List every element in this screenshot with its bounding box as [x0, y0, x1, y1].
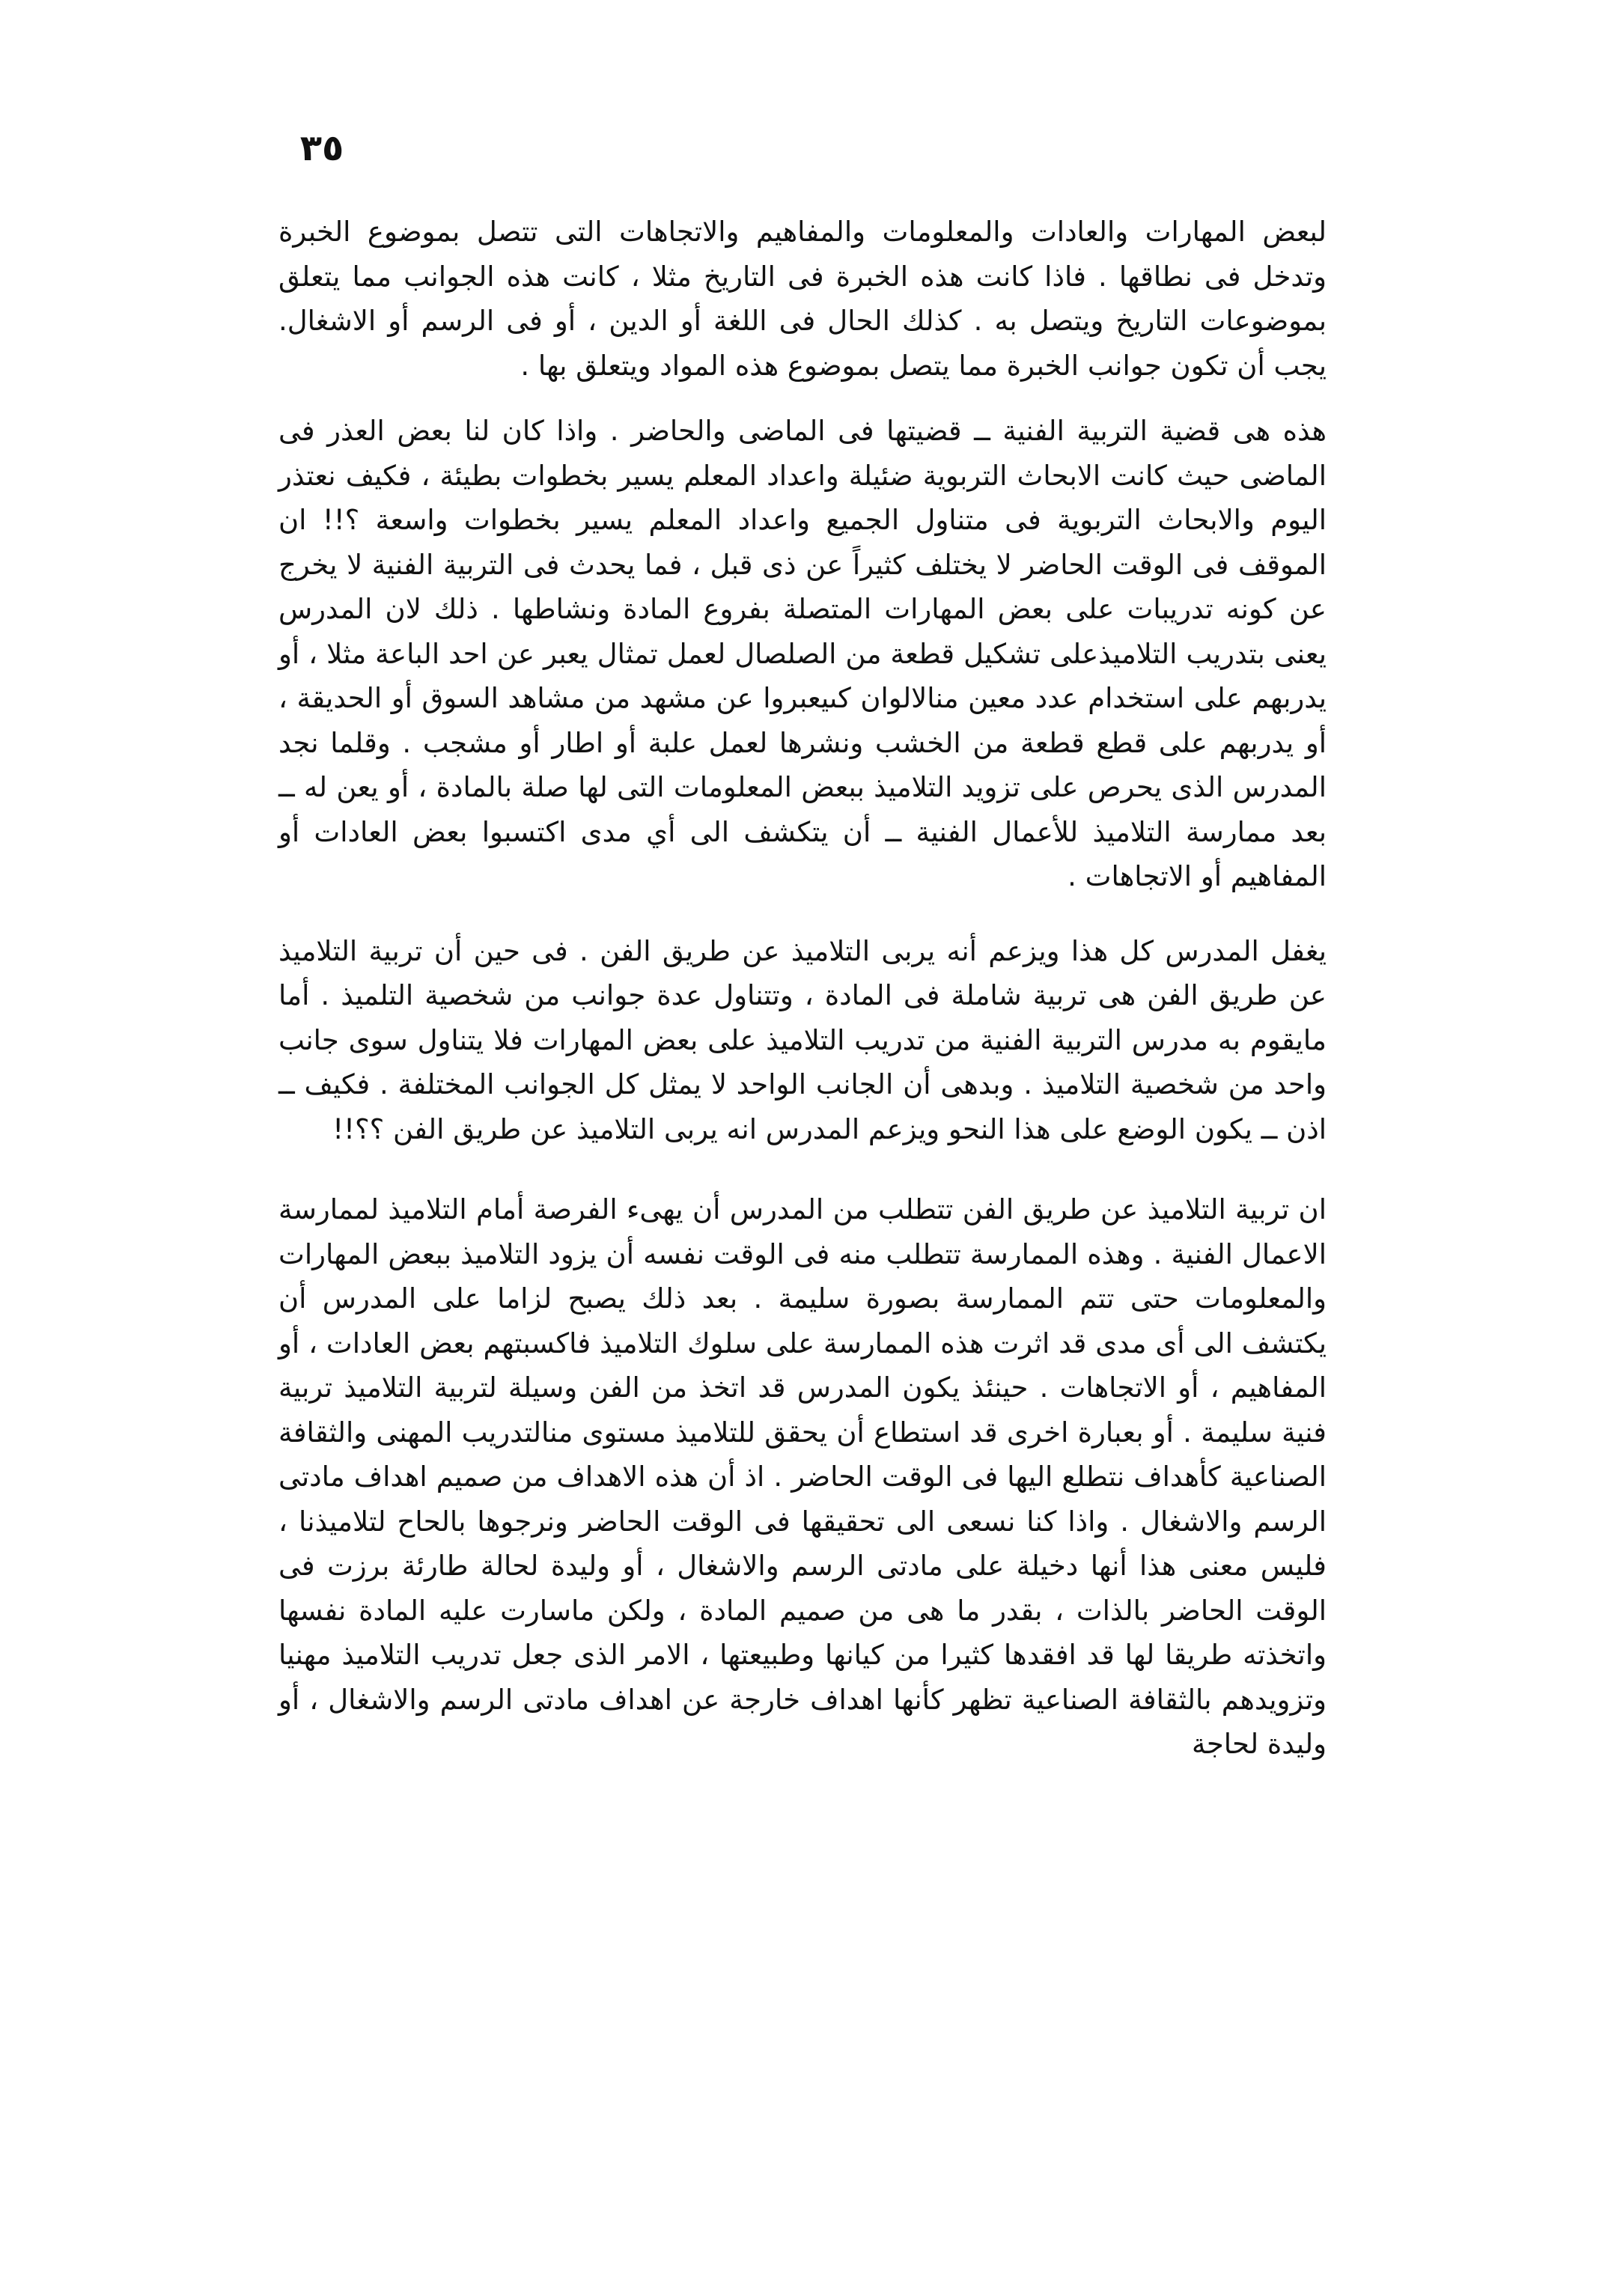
paragraph-3: يغفل المدرس كل هذا ويزعم أنه يربى التلاميذ عن طريق الفن . فى حين أن تربية التلاميذ عن طريق الفن هى تربية شاملة فى المادة ، وتتناول عدة جوانب من شخصية التلميذ . أما مايقوم به مدرس التربية الفنية من تدريب التلاميذ على بعض المهارات فلا يتناول سوى جانب واحد من شخصية التلاميذ . وبدهى أن الجانب الواحد لا يمثل كل الجوانب المختلفة . فكيف ــ اذن ــ يكون الوضع على هذا النحو ويزعم المدرس انه يربى التلاميذ عن طريق الفن ؟؟!!: [278, 934, 1327, 1145]
paragraph-1: لبعض المهارات والعادات والمعلومات والمفاهيم والاتجاهات التى تتصل بموضوع الخبرة وتدخل فى نطاقها . فاذا كانت هذه الخبرة فى التاريخ مثلا ، كانت هذه الجوانب مما يتعلق بموضوعات التاريخ ويتصل به . كذلك الحال فى اللغة أو الدين ، أو فى الرسم أو الاشغال. يجب أن تكون جوانب الخبرة مما يتصل بموضوع هذه المواد ويتعلق بها .: [278, 216, 1327, 382]
paragraph-4: ان تربية التلاميذ عن طريق الفن تتطلب من المدرس أن يهىء الفرصة أمام التلاميذ لممارسة الاعمال الفنية . وهذه الممارسة تتطلب منه فى الوقت نفسه أن يزود التلاميذ ببعض المهارات والمعلومات حتى تتم الممارسة بصورة سليمة . بعد ذلك يصبح لزاما على المدرس أن يكتشف الى أى مدى قد اثرت هذه الممارسة على سلوك التلاميذ فاكسبتهم بعض العادات ، أو المفاهيم ، أو الاتجاهات . حينئذ يكون المدرس قد اتخذ من الفن وسيلة لتربية التلاميذ تربية فنية سليمة . أو بعبارة اخرى قد استطاع أن يحقق للتلاميذ مستوى منالتدريب المهنى والثقافة الصناعية كأهداف نتطلع اليها فى الوقت الحاضر . اذ أن هذه الاهداف من صميم اهداف مادتى الرسم والاشغال . واذا كنا نسعى الى تحقيقها فى الوقت الحاضر ونرجوها بالحاح لتلاميذنا ، فليس معنى هذا أنها دخيلة على مادتى الرسم والاشغال ، أو وليدة لحالة طارئة برزت فى الوقت الحاضر بالذات ، بقدر ما هى من صميم المادة ، ولكن ماسارت عليه المادة نفسها واتخذته طريقا لها قد افقدها كثيرا من كيانها وطبيعتها ، الامر الذى جعل تدريب التلاميذ مهنيا وتزويدهم بالثقافة الصناعية تظهر كأنها اهداف خارجة عن اهداف مادتى الرسم والاشغال ، أو وليدة لحاجة: [278, 1193, 1327, 1760]
page-number: ٣٥: [299, 127, 344, 169]
paragraph-2: هذه هى قضية التربية الفنية ــ قضيتها فى الماضى والحاضر . واذا كان لنا بعض العذر فى الماضى حيث كانت الابحاث التربوية ضئيلة واعداد المعلم يسير بخطوات بطيئة ، فكيف نعتذر اليوم والابحاث التربوية فى متناول الجميع واعداد المعلم يسير بخطوات واسعة ؟!! ان الموقف فى الوقت الحاضر لا يختلف كثيراً عن ذى قبل ، فما يحدث فى التربية الفنية لا يخرج عن كونه تدريبات على بعض المهارات المتصلة بفروع المادة ونشاطها . ذلك لان المدرس يعنى بتدريب التلاميذعلى تشكيل قطعة من الصلصال لعمل تمثال يعبر عن احد الباعة مثلا ، أو يدربهم على استخدام عدد معين منالالوان كىيعبروا عن مشهد من مشاهد السوق أو الحديقة ، أو يدربهم على قطع قطعة من الخشب ونشرها لعمل علبة أو اطار أو مشجب . وقلما نجد المدرس الذى يحرص على تزويد التلاميذ ببعض المعلومات التى لها صلة بالمادة ، أو يعن له ــ بعد ممارسة التلاميذ للأعمال الفنية ــ أن يتكشف الى أي مدى اكتسبوا بعض العادات أو المفاهيم أو الاتجاهات .: [278, 415, 1327, 892]
page-body: [278, 210, 1327, 1767]
